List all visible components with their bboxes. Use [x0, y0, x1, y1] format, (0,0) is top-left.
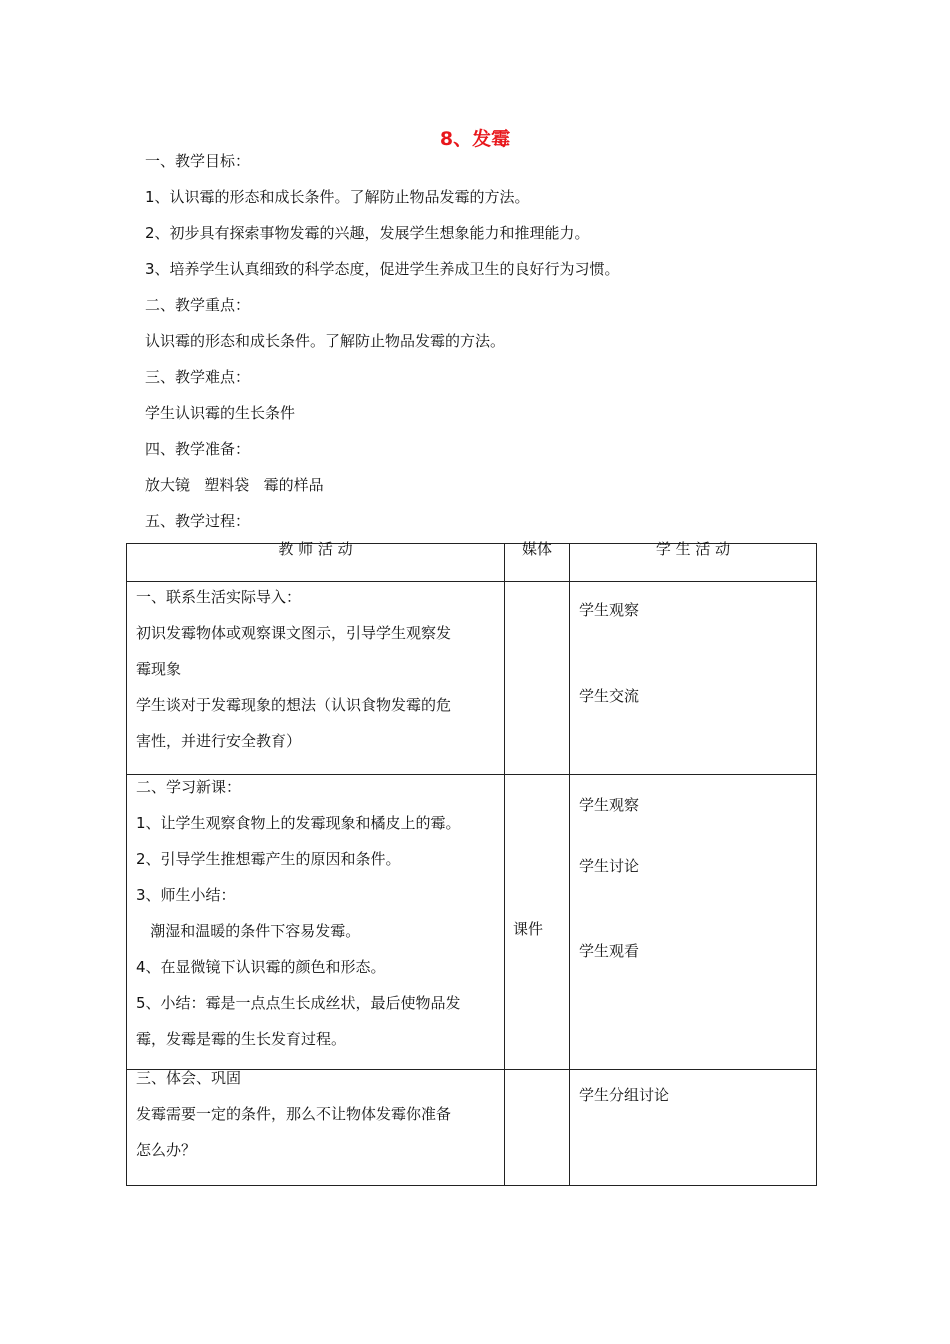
media-cell	[505, 1070, 570, 1186]
teacher-line: 怎么办？	[136, 1141, 197, 1159]
teacher-line: 初识发霉物体或观察课文图示，引导学生观察发	[136, 624, 452, 642]
teacher-line: 害性，并进行安全教育）	[136, 732, 302, 750]
teacher-line: 霉，发霉是霉的生长发育过程。	[136, 1030, 347, 1048]
teacher-line: 霉现象	[136, 660, 182, 678]
teacher-line: 2、引导学生推想霉产生的原因和条件。	[136, 850, 401, 868]
section-heading-difficulties: 三、教学难点：	[145, 368, 251, 386]
student-activity-cell	[570, 582, 817, 775]
teacher-activity-cell	[127, 582, 505, 775]
section-heading-preparation: 四、教学准备：	[145, 440, 251, 458]
teacher-line: 发霉需要一定的条件，那么不让物体发霉你准备	[136, 1105, 452, 1123]
objective-1: 1、认识霉的形态和成长条件。了解防止物品发霉的方法。	[145, 188, 530, 206]
teacher-activity-cell	[127, 775, 505, 1070]
student-activity: 学生观察	[579, 796, 640, 814]
objective-2: 2、初步具有探索事物发霉的兴趣，发展学生想象能力和推理能力。	[145, 224, 590, 242]
teacher-line: 学生谈对于发霉现象的想法（认识食物发霉的危	[136, 696, 452, 714]
table-header-row	[127, 544, 817, 582]
student-activity-cell	[570, 775, 817, 1070]
table-row	[127, 775, 817, 1070]
lesson-table	[126, 540, 817, 1186]
table-row	[127, 1070, 817, 1186]
section-heading-process: 五、教学过程：	[145, 512, 251, 530]
header-teacher-label: 教 师 活 动	[278, 540, 353, 558]
section-heading-key-points: 二、教学重点：	[145, 296, 251, 314]
media-cell	[505, 582, 570, 775]
key-points-text: 认识霉的形态和成长条件。了解防止物品发霉的方法。	[145, 332, 506, 350]
student-activity: 学生讨论	[579, 857, 640, 875]
teacher-line: 1、让学生观察食物上的发霉现象和橘皮上的霉。	[136, 814, 461, 832]
header-media	[505, 540, 570, 582]
section-heading-objectives: 一、教学目标：	[145, 152, 251, 170]
teacher-line: 二、学习新课：	[136, 778, 242, 796]
student-activity: 学生分组讨论	[579, 1086, 670, 1104]
teacher-line: 5、小结：霉是一点点生长成丝状，最后使物品发	[136, 994, 461, 1012]
header-teacher-activity	[127, 540, 505, 582]
teacher-line: 一、联系生活实际导入：	[136, 588, 302, 606]
header-student-activity	[570, 540, 817, 582]
student-activity: 学生交流	[579, 687, 640, 705]
document-title: 8、发霉	[439, 128, 511, 150]
teacher-activity-cell	[127, 1070, 505, 1186]
header-student-label: 学 生 活 动	[655, 540, 731, 558]
teacher-line: 3、师生小结：	[136, 886, 236, 904]
objective-3: 3、培养学生认真细致的科学态度，促进学生养成卫生的良好行为习惯。	[145, 260, 620, 278]
preparation-text: 放大镜 塑料袋 霉的样品	[145, 476, 324, 494]
difficulties-text: 学生认识霉的生长条件	[145, 404, 296, 422]
media-label: 课件	[513, 920, 544, 938]
teacher-line: 三、体会、巩固	[136, 1069, 242, 1087]
table-row	[127, 582, 817, 775]
media-cell	[505, 775, 570, 1070]
student-activity: 学生观看	[579, 942, 640, 960]
teacher-line: 潮湿和温暖的条件下容易发霉。	[136, 922, 361, 940]
student-activity: 学生观察	[579, 601, 640, 619]
teacher-line: 4、在显微镜下认识霉的颜色和形态。	[136, 958, 386, 976]
student-activity-cell	[570, 1070, 817, 1186]
header-media-label: 媒体	[521, 540, 552, 558]
